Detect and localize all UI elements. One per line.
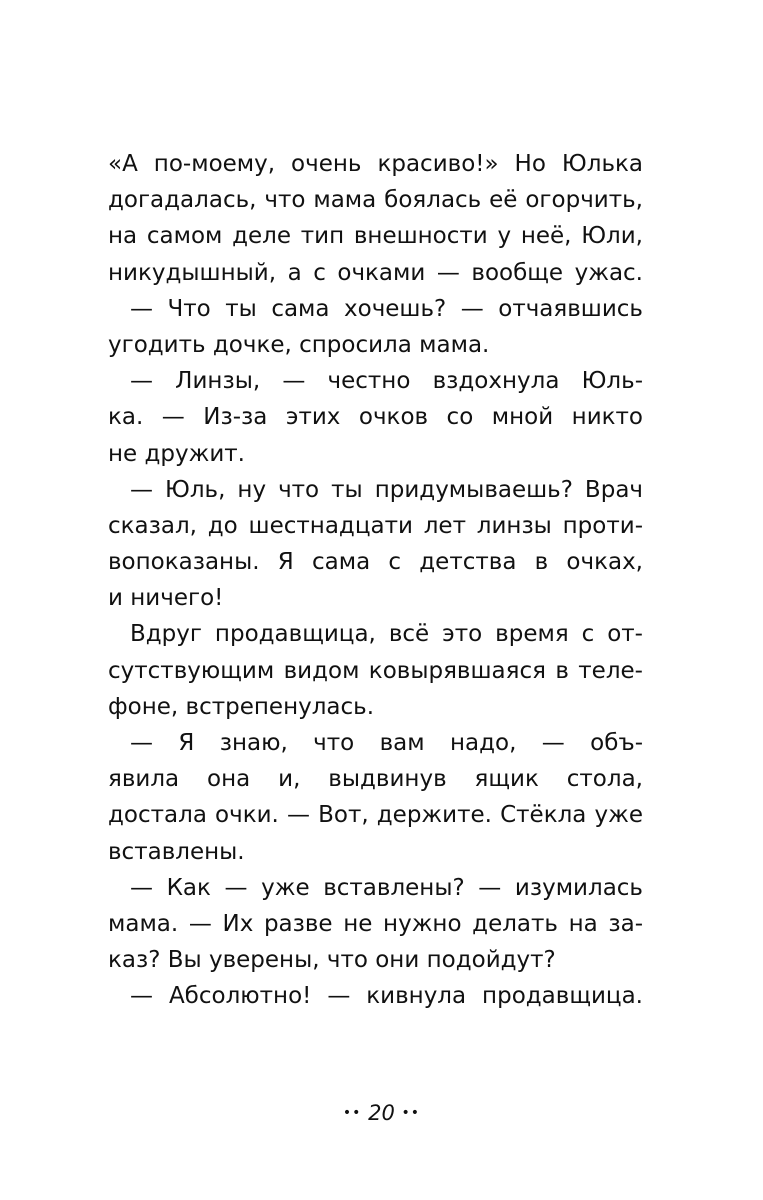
text-line: ка. — Из-за этих очков со мной никто bbox=[108, 404, 643, 431]
text-line: сказал, до шестнадцати лет линзы проти- bbox=[108, 512, 643, 539]
folio-right-dots: •• bbox=[401, 1105, 421, 1121]
text-line: на самом деле тип внешности у неё, Юли, bbox=[108, 223, 643, 250]
text-line: догадалась, что мама боялась её огорчить, bbox=[108, 187, 643, 214]
text-line: и ничего! bbox=[108, 585, 224, 612]
text-line: достала очки. — Вот, держите. Стёкла уже bbox=[108, 802, 643, 829]
text-line: — Как — уже вставлены? — изумилась bbox=[130, 874, 643, 901]
text-line: вопоказаны. Я сама с детства в очках, bbox=[108, 549, 643, 576]
text-line: «А по-моему, очень красиво!» Но Юлька bbox=[108, 151, 643, 177]
text-line: — Юль, ну что ты придумываешь? Врач bbox=[130, 476, 643, 503]
text-line: — Абсолютно! — кивнула продавщица. bbox=[130, 983, 643, 1010]
page-number bbox=[0, 1099, 763, 1127]
text-line: сутствующим видом ковырявшаяся в теле- bbox=[108, 657, 643, 684]
text-line: вставлены. bbox=[108, 838, 245, 865]
text-line: — Что ты сама хочешь? — отчаявшись bbox=[130, 295, 643, 322]
text-line: явила она и, выдвинув ящик стола, bbox=[108, 766, 643, 793]
text-line: фоне, встрепенулась. bbox=[108, 693, 375, 720]
text-line: угодить дочке, спросила мама. bbox=[108, 331, 490, 358]
body-text bbox=[108, 146, 643, 1015]
text-line: — Линзы, — честно вздохнула Юль- bbox=[130, 368, 643, 395]
folio-number: 20 bbox=[368, 1101, 395, 1125]
folio-left-dots: •• bbox=[342, 1105, 362, 1121]
text-line: — Я знаю, что вам надо, — объ- bbox=[130, 730, 643, 756]
text-line: Вдруг продавщица, всё это время с от- bbox=[130, 621, 643, 648]
text-line: никудышный, а с очками — вообще ужас. bbox=[108, 259, 643, 286]
text-line: каз? Вы уверены, что они подойдут? bbox=[108, 947, 556, 974]
text-line: мама. — Их разве не нужно делать на за- bbox=[108, 910, 643, 937]
text-line: не дружит. bbox=[108, 440, 245, 467]
